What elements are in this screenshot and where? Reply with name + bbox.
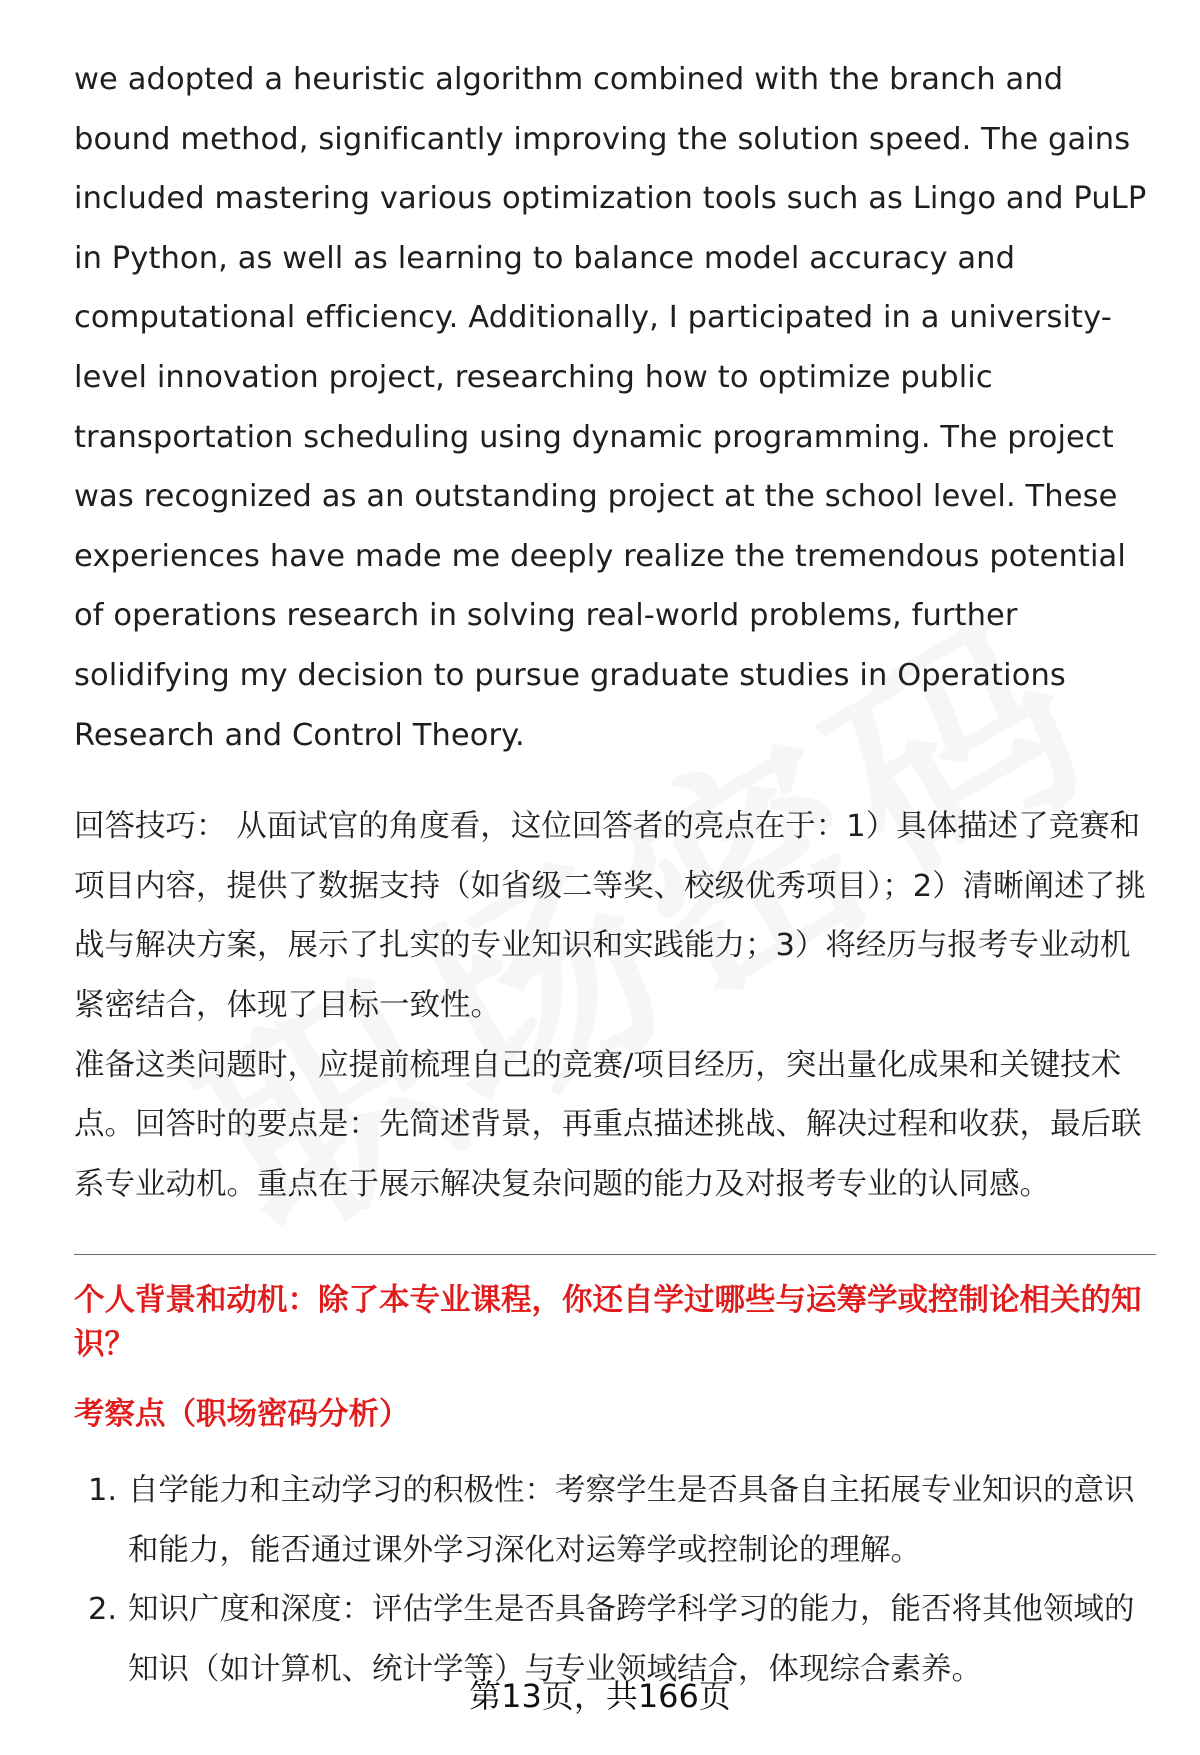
- list-item-text: 知识广度和深度：评估学生是否具备跨学科学习的能力，能否将其他领域的知识（如计算机、统计学等）与专业领域结合，体现综合素养。: [128, 1592, 1135, 1688]
- question-heading: 个人背景和动机：除了本专业课程，你还自学过哪些与运筹学或控制论相关的知识？: [74, 1283, 1142, 1363]
- section-divider: [74, 1254, 1156, 1255]
- prep-advice-text: 准备这类问题时，应提前梳理自己的竞赛/项目经历，突出量化成果和关键技术点。回答时的要点是：先简述背景，再重点描述挑战、解决过程和收获，最后联系专业动机。重点在于展示解决复杂问题的能力及对报考专业的认同感。: [74, 1047, 1142, 1202]
- answer-tips-section: [74, 797, 1156, 1214]
- list-item-text: 自学能力和主动学习的积极性：考察学生是否具备自主拓展专业知识的意识和能力，能否通过课外学习深化对运筹学或控制论的理解。: [128, 1473, 1135, 1568]
- page-number-footer: 第13页，共166页: [469, 1677, 731, 1715]
- page-content: [74, 50, 1156, 1700]
- answer-tips-text: 回答技巧： 从面试官的角度看，这位回答者的亮点在于：1）具体描述了竞赛和项目内容，提供了数据支持（如省级二等奖、校级优秀项目）；2）清晰阐述了挑战与解决方案，展示了扎实的专业知识和实践能力；3）将经历与报考专业动机紧密结合，体现了目标一致性。: [74, 809, 1146, 1023]
- list-item-number: 2.: [88, 1592, 118, 1628]
- list-item-number: 1.: [88, 1473, 118, 1509]
- list-item: [74, 1461, 1156, 1580]
- assessment-heading: 考察点（职场密码分析）: [74, 1397, 410, 1433]
- intro-paragraph: we adopted a heuristic algorithm combined with the branch and bound method, significantly improving the solution speed. The gains included mastering various optimization tools such as Lingo and PuLP in Python, as well as learning to balance model accuracy and computational efficiency. Additionally, I participated in a university-level innovation project, researching how to optimize public transportation scheduling using dynamic programming. The project was recognized as an outstanding project at the school level. These experiences have made me deeply realize the tremendous potential of operations research in solving real-world problems, further solidifying my decision to pursue graduate studies in Operations Research and Control Theory.: [74, 62, 1147, 753]
- assessment-list: [74, 1461, 1156, 1699]
